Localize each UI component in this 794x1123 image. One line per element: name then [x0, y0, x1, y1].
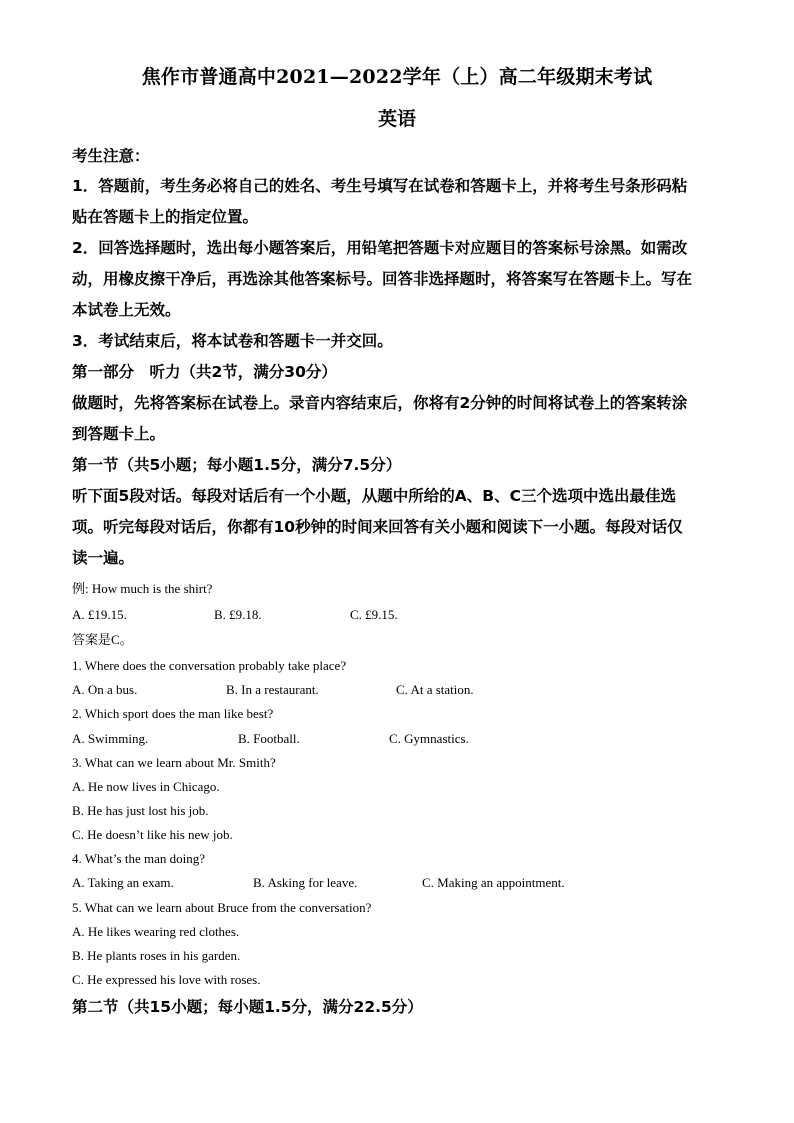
part1-heading: 第一部分 听力（共2节，满分30分） — [72, 363, 337, 381]
section1-intro-line-2: 项。听完每段对话后，你都有10秒钟的时间来回答有关小题和阅读下一小题。每段对话仅 — [72, 518, 683, 536]
question-2-option-a: A. Swimming. — [72, 731, 149, 746]
part1-intro-line-2: 到答题卡上。 — [72, 425, 166, 443]
section1-intro-line-3: 读一遍。 — [72, 549, 135, 567]
section2-heading: 第二节（共15小题；每小题1.5分，满分22.5分） — [72, 998, 423, 1016]
part1-intro-line-1: 做题时，先将答案标在试卷上。录音内容结束后，你将有2分钟的时间将试卷上的答案转涂 — [72, 394, 688, 412]
question-1-option-b: B. In a restaurant. — [226, 682, 319, 697]
question-4-option-c: C. Making an appointment. — [422, 875, 565, 890]
section1-heading: 第一节（共5小题；每小题1.5分，满分7.5分） — [72, 456, 402, 474]
exam-title: 焦作市普通高中2021—2022学年（上）高二年级期末考试 — [141, 66, 653, 88]
question-4-option-b: B. Asking for leave. — [253, 875, 358, 890]
example-option-b: B. £9.18. — [214, 607, 262, 622]
question-1-option-c: C. At a station. — [396, 682, 474, 697]
notice-item-2-line-1: 2．回答选择题时，选出每小题答案后，用铅笔把答题卡对应题目的答案标号涂黑。如需改 — [72, 239, 688, 257]
notice-item-2-line-2: 动，用橡皮擦干净后，再选涂其他答案标号。回答非选择题时，将答案写在答题卡上。写在 — [72, 270, 693, 288]
question-2-option-b: B. Football. — [238, 731, 300, 746]
question-4: 4. What’s the man doing? — [72, 851, 205, 866]
question-5: 5. What can we learn about Bruce from the conversation? — [72, 900, 372, 915]
section1-intro-line-1: 听下面5段对话。每段对话后有一个小题，从题中所给的A、B、C三个选项中选出最佳选 — [72, 487, 676, 505]
example-question: 例: How much is the shirt? — [72, 581, 213, 596]
question-1-option-a: A. On a bus. — [72, 682, 138, 697]
question-3-option-b: B. He has just lost his job. — [72, 803, 209, 818]
question-5-option-a: A. He likes wearing red clothes. — [72, 924, 240, 939]
question-2: 2. Which sport does the man like best? — [72, 706, 274, 721]
question-5-option-b: B. He plants roses in his garden. — [72, 948, 241, 963]
question-3-option-c: C. He doesn’t like his new job. — [72, 827, 233, 842]
question-3: 3. What can we learn about Mr. Smith? — [72, 755, 276, 770]
notice-item-3: 3．考试结束后，将本试卷和答题卡一并交回。 — [72, 332, 393, 350]
notice-heading: 考生注意： — [72, 147, 150, 165]
question-1: 1. Where does the conversation probably take place? — [72, 658, 347, 673]
question-2-option-c: C. Gymnastics. — [389, 731, 469, 746]
example-answer: 答案是C。 — [72, 632, 133, 647]
question-3-option-a: A. He now lives in Chicago. — [72, 779, 220, 794]
notice-item-2-line-3: 本试卷上无效。 — [72, 301, 181, 319]
exam-subject: 英语 — [377, 108, 416, 130]
example-option-a: A. £19.15. — [72, 607, 127, 622]
notice-item-1-line-2: 贴在答题卡上的指定位置。 — [72, 208, 259, 226]
question-4-option-a: A. Taking an exam. — [72, 875, 174, 890]
notice-item-1-line-1: 1．答题前，考生务必将自己的姓名、考生号填写在试卷和答题卡上，并将考生号条形码粘 — [72, 177, 688, 195]
example-option-c: C. £9.15. — [350, 607, 398, 622]
question-5-option-c: C. He expressed his love with roses. — [72, 972, 261, 987]
